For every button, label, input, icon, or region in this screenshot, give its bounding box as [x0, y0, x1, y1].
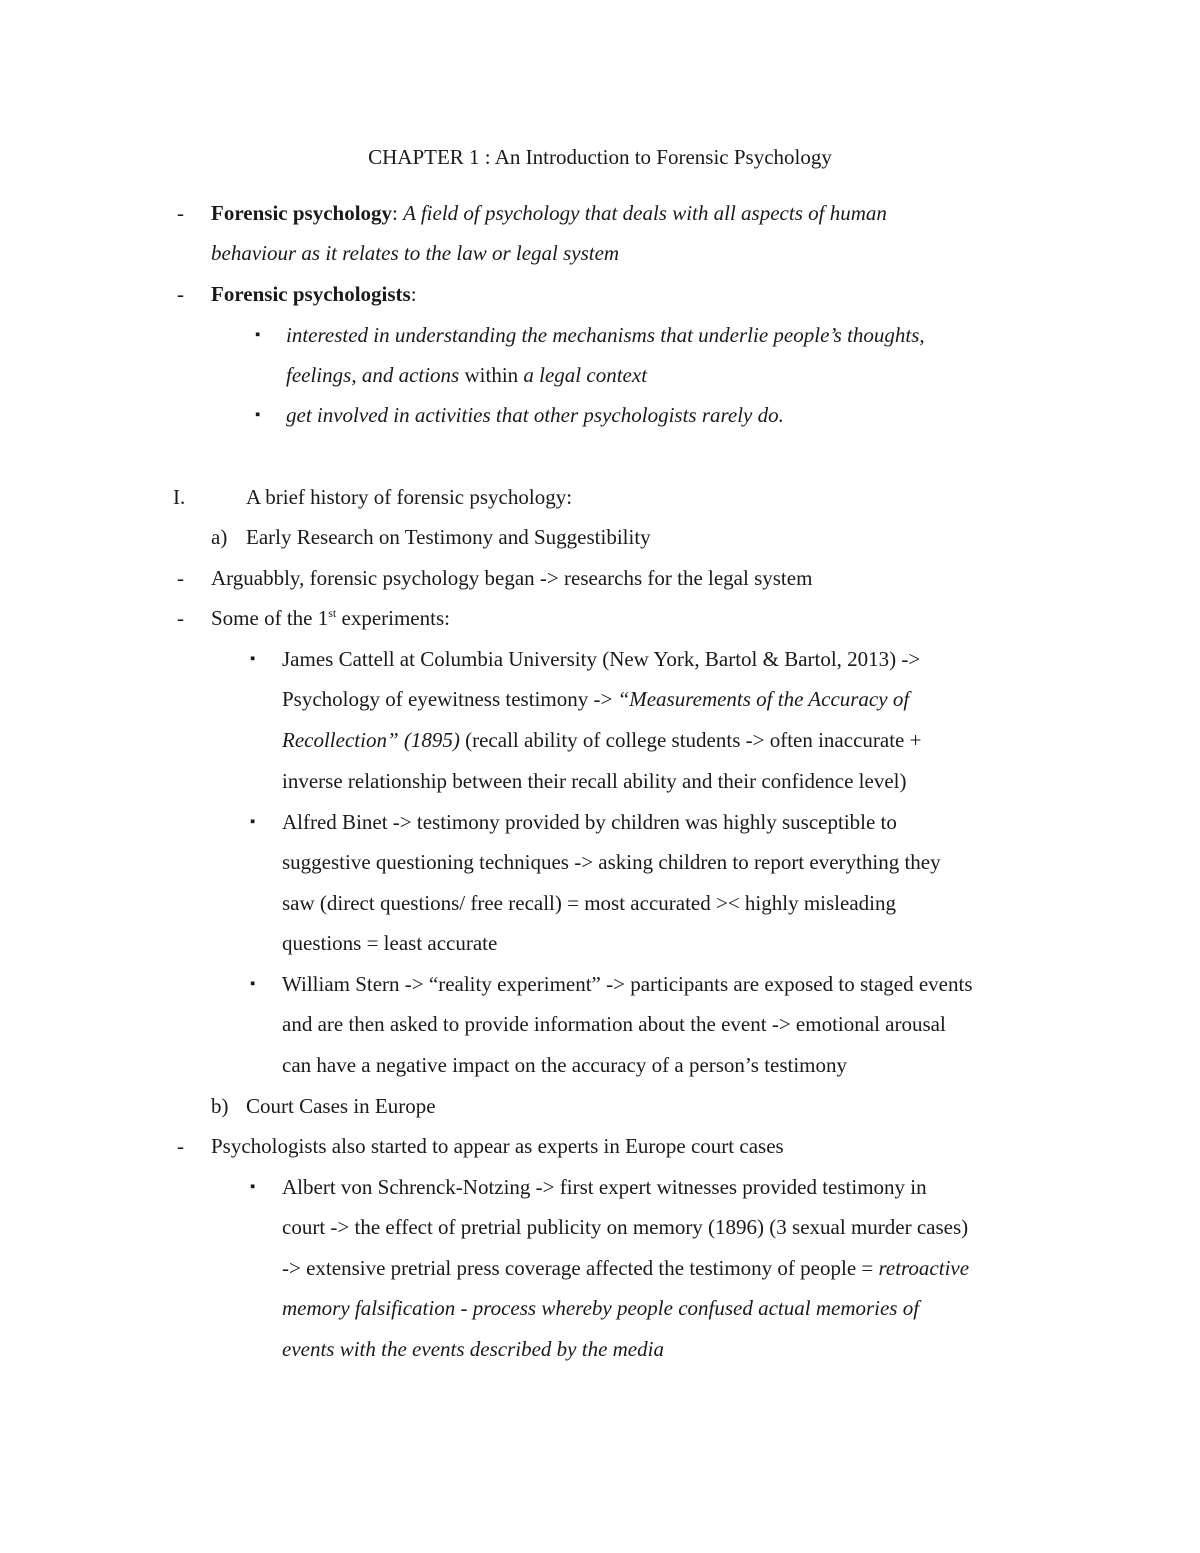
square-bullet-icon: ▪ — [250, 814, 256, 830]
italic-span: Recollection” (1895) — [282, 728, 460, 752]
dash-marker: - — [177, 282, 184, 306]
square-bullet-icon: ▪ — [255, 327, 261, 343]
cattell-line-2 — [282, 689, 909, 710]
binet-line-3: saw (direct questions/ free recall) = most accurated >< highly misleading — [282, 891, 896, 915]
stern-line-3: can have a negative impact on the accuracy of a person’s testimony — [282, 1053, 848, 1077]
cattell-line-1: James Cattell at Columbia University (New York, Bartol & Bartol, 2013) -> — [282, 647, 921, 671]
section-heading: A brief history of forensic psychology: — [246, 485, 573, 509]
plain-span: within — [464, 363, 524, 387]
subsection-b-label: b) — [211, 1094, 229, 1118]
definition-text: A field of psychology that deals with all aspects of human — [403, 201, 887, 225]
psychologists-heading — [211, 284, 417, 305]
square-bullet-icon: ▪ — [250, 976, 256, 992]
italic-span: a legal context — [523, 363, 648, 387]
albert-line-1: Albert von Schrenck-Notzing -> first expert witnesses provided testimony in — [282, 1175, 927, 1199]
term-forensic-psychologists: Forensic psychologists — [211, 282, 411, 306]
subsection-a-label: a) — [211, 525, 228, 549]
plain-span: Some of the 1 — [211, 606, 329, 630]
binet-line-1: Alfred Binet -> testimony provided by children was highly susceptible to — [282, 810, 897, 834]
plain-span: (recall ability of college students -> often inaccurate + — [459, 728, 922, 752]
square-bullet-icon: ▪ — [255, 407, 261, 423]
dash-marker: - — [177, 566, 184, 590]
dash-marker: - — [177, 1134, 184, 1158]
square-bullet-icon: ▪ — [250, 651, 256, 667]
chapter-title: CHAPTER 1 : An Introduction to Forensic Psychology — [368, 145, 832, 169]
binet-line-4: questions = least accurate — [282, 931, 498, 955]
psychologists-colon: : — [410, 282, 417, 306]
plain-span: Psychology of eyewitness testimony -> — [282, 687, 618, 711]
dash-arguably: Arguabbly, forensic psychology began -> researchs for the legal system — [211, 566, 813, 590]
italic-span: retroactive — [878, 1256, 970, 1280]
dash-marker: - — [177, 201, 184, 225]
cattell-line-4: inverse relationship between their recall ability and their confidence level) — [282, 769, 907, 793]
bullet-activities: get involved in activities that other psychologists rarely do. — [286, 403, 784, 427]
stern-line-1: William Stern -> “reality experiment” -> participants are exposed to staged events — [282, 972, 973, 996]
plain-span: -> extensive pretrial press coverage affected the testimony of people = — [282, 1256, 879, 1280]
italic-span: feelings, and actions — [286, 363, 465, 387]
dash-marker: - — [177, 606, 184, 630]
binet-line-2: suggestive questioning techniques -> asking children to report everything they — [282, 850, 941, 874]
albert-line-2: court -> the effect of pretrial publicity on memory (1896) (3 sexual murder cases) — [282, 1215, 969, 1239]
stern-line-2: and are then asked to provide information about the event -> emotional arousal — [282, 1012, 946, 1036]
subsection-b-title: Court Cases in Europe — [246, 1094, 436, 1118]
plain-span: experiments: — [336, 606, 450, 630]
definition-colon: : — [392, 201, 404, 225]
bullet-interested-line-2 — [286, 365, 647, 386]
bullet-interested-line-1: interested in understanding the mechanisms that underlie people’s thoughts, — [286, 323, 925, 347]
definition-line-1 — [211, 203, 887, 224]
definition-line-2: behaviour as it relates to the law or legal system — [211, 241, 620, 265]
dash-first-experiments — [211, 608, 450, 629]
square-bullet-icon: ▪ — [250, 1179, 256, 1195]
superscript: st — [328, 606, 337, 620]
albert-line-3 — [282, 1258, 969, 1279]
albert-line-5: events with the events described by the media — [282, 1337, 664, 1361]
section-numeral: I. — [173, 485, 186, 509]
term-forensic-psychology: Forensic psychology — [211, 201, 393, 225]
cattell-line-3 — [282, 730, 921, 751]
dash-psychologists-experts: Psychologists also started to appear as experts in Europe court cases — [211, 1134, 784, 1158]
italic-span: “Measurements of the Accuracy of — [617, 687, 910, 711]
albert-line-4: memory falsification - process whereby people confused actual memories of — [282, 1296, 920, 1320]
subsection-a-title: Early Research on Testimony and Suggestibility — [246, 525, 651, 549]
